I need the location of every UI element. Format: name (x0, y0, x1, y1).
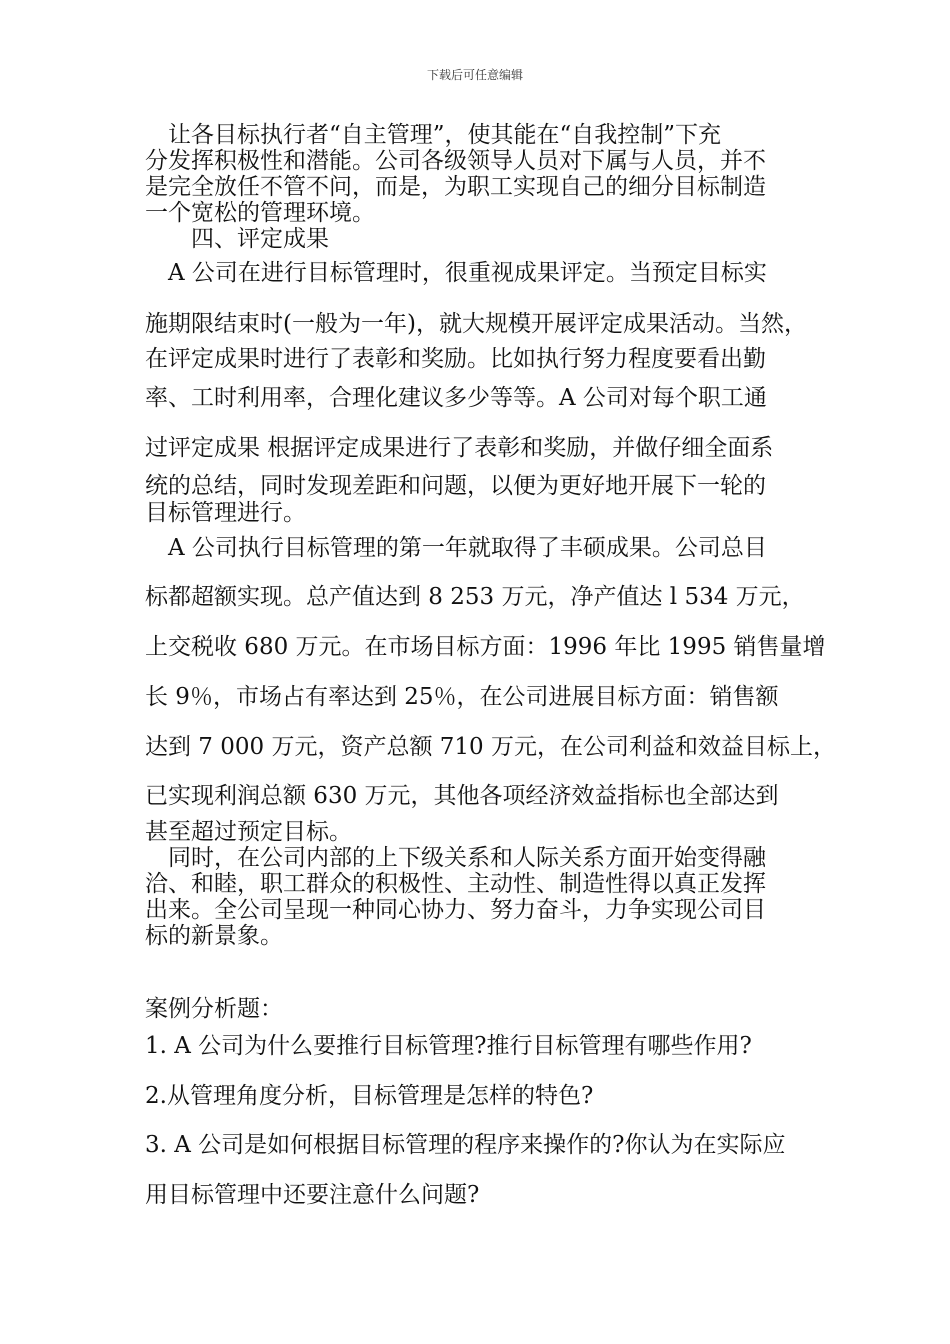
text-line: 出来。全公司呈现一种同心协力、努力奋斗，力争实现公司目 (145, 897, 766, 923)
text-line: A 公司执行目标管理的第一年就取得了丰硕成果。公司总目 (145, 535, 767, 561)
text-line: 标的新景象。 (145, 923, 283, 949)
text-line: 同时，在公司内部的上下级关系和人际关系方面开始变得融 (145, 845, 766, 871)
text-line: 甚至超过预定目标。 (145, 819, 352, 845)
text-line: 分发挥积极性和潜能。公司各级领导人员对下属与人员，并不 (145, 148, 766, 174)
question-item: 3. A 公司是如何根据目标管理的程序来操作的?你认为在实际应 (145, 1132, 786, 1158)
text-line: 过评定成果 根据评定成果进行了表彰和奖励，并做仔细全面系 (145, 435, 774, 461)
page-header-note: 下载后可任意编辑 (426, 68, 523, 82)
text-line: 率、工时利用率，合理化建议多少等等。A 公司对每个职工通 (145, 385, 767, 411)
questions-title: 案例分析题： (145, 996, 283, 1022)
text-line: A 公司在进行目标管理时，很重视成果评定。当预定目标实 (145, 260, 767, 286)
text-line: 已实现利润总额 630 万元，其他各项经济效益指标也全部达到 (145, 783, 779, 809)
text-line: 让各目标执行者“自主管理”，使其能在“自我控制”下充 (145, 122, 722, 148)
text-line: 上交税收 680 万元。在市场目标方面：1996 年比 1995 销售量增 (145, 634, 826, 660)
question-item: 用目标管理中还要注意什么问题? (145, 1182, 480, 1208)
text-line: 目标管理进行。 (145, 500, 306, 526)
question-item: 2.从管理角度分析，目标管理是怎样的特色? (145, 1083, 594, 1109)
text-line: 是完全放任不管不问，而是，为职工实现自己的细分目标制造 (145, 174, 766, 200)
text-line: 洽、和睦，职工群众的积极性、主动性、制造性得以真正发挥 (145, 871, 766, 897)
text-line: 一个宽松的管理环境。 (145, 200, 375, 226)
section-heading: 四、评定成果 (145, 226, 329, 252)
question-item: 1. A 公司为什么要推行目标管理?推行目标管理有哪些作用? (145, 1033, 752, 1059)
text-line: 在评定成果时进行了表彰和奖励。比如执行努力程度要看出勤 (145, 346, 766, 372)
text-line: 施期限结束时(一般为一年)，就大规模开展评定成果活动。当然， (145, 311, 807, 337)
text-line: 长 9％，市场占有率达到 25％，在公司进展目标方面：销售额 (145, 684, 779, 710)
text-line: 达到 7 000 万元，资产总额 710 万元，在公司利益和效益目标上， (145, 734, 836, 760)
text-line: 统的总结，同时发现差距和问题，以便为更好地开展下一轮的 (145, 473, 766, 499)
text-line: 标都超额实现。总产值达到 8 253 万元，净产值达 l 534 万元， (145, 584, 805, 610)
